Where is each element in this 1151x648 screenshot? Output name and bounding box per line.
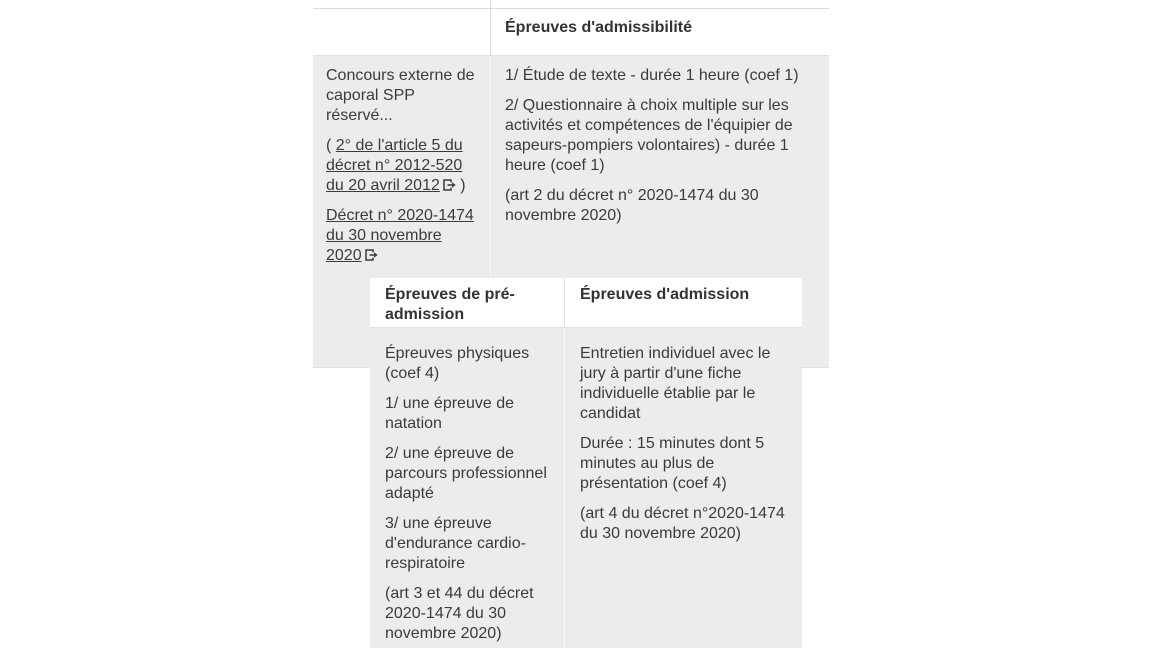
cell-admission [565,328,802,648]
pre-admission-item-2: 1/ une épreuve de natation [385,395,514,432]
concours-intro: Concours externe de caporal SPP réservé... [326,67,475,124]
table-top-rule [313,8,829,9]
pre-admission-item-1: Épreuves physiques (coef 4) [385,345,530,382]
external-link-icon [365,249,378,261]
admission-item-2: Durée : 15 minutes dont 5 minutes au plus de présentation (coef 4) [580,435,765,492]
admission-item-1: Entretien individuel avec le jury à partir d'une fiche individuelle établie par le candidat [580,345,771,422]
admissibilite-item-2: 2/ Questionnaire à choix multiple sur les activités et compétences de l'équipier de sapeurs-pompiers volontaires) - durée 1 heure (coef 1) [505,97,793,174]
concours-ref1 [326,136,477,196]
header-column-divider [490,0,491,55]
ref1-close-paren: ) [455,177,466,194]
admissibilite-item-1: 1/ Étude de texte - durée 1 heure (coef 1) [505,67,799,84]
nested-table-body-row [370,328,802,648]
cell-concours [326,66,477,276]
nested-table-header-row [370,278,802,328]
admissibilite-item-3: (art 2 du décret n° 2020-1474 du 30 novembre 2020) [505,187,759,224]
external-link-icon [443,179,456,191]
nested-exam-table [370,278,802,648]
column-header-admission: Épreuves d'admission [580,286,750,303]
decret-2020-1474-link-label: Décret n° 2020-1474 du 30 novembre 2020 [326,207,474,264]
decret-2012-520-link-label: 2° de l'article 5 du décret n° 2012-520 du 20 avril 2012 [326,137,463,194]
admission-item-3: (art 4 du décret n°2020-1474 du 30 novembre 2020) [580,505,785,542]
column-header-pre-admission: Épreuves de pré-admission [370,278,565,327]
decret-2012-520-link[interactable] [326,137,463,194]
pre-admission-item-3: 2/ une épreuve de parcours professionnel adapté [385,445,547,502]
pre-admission-item-4: 3/ une épreuve d'endurance cardio-respiratoire [385,515,526,572]
cell-pre-admission [370,328,565,648]
column-header-admissibilite: Épreuves d'admissibilité [505,19,692,36]
pre-admission-item-5: (art 3 et 44 du décret 2020-1474 du 30 novembre 2020) [385,585,534,642]
body-column-divider [490,56,491,278]
ref1-open-paren: ( [326,137,336,154]
decret-2020-1474-link[interactable] [326,207,474,264]
cell-admissibilite [505,66,817,236]
concours-ref2 [326,206,477,266]
